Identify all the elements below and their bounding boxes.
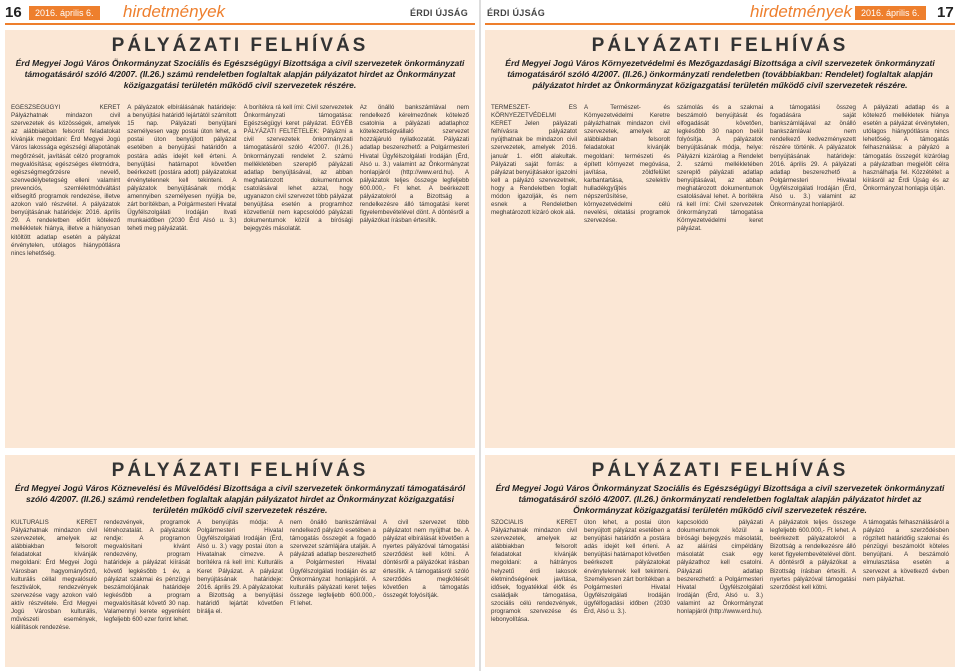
ad-environment [485, 30, 955, 448]
header-rule [485, 23, 955, 25]
ad-column: KULTURÁLIS KERET Pályázhatnak mindazon civil szervezetek, amelyek az alábbiakban felsorolt feladatokat kívánják megoldani: Érd Megyei Jogú Városban hagyományőrző, kulturális céllal megvalósuló fesztiválok, rendezvények szervezése vagy azokon való aktív részvétele. Érd Megyei Jogú Városban kulturális, művészeti események, kiállítások rendezése. [11, 519, 97, 632]
ad-title: PÁLYÁZATI FELHÍVÁS [111, 35, 369, 56]
ad-title: PÁLYÁZATI FELHÍVÁS [111, 460, 369, 481]
ad-social [485, 455, 955, 667]
page-number: 17 [937, 4, 954, 21]
ad-columns [491, 519, 949, 663]
ad-title: PÁLYÁZATI FELHÍVÁS [591, 460, 849, 481]
ad-column: kapcsolódó pályázati dokumentumok közül a bírósági bejegyzés másolatát, az aláírási címpéldány másolatát csak egy pályázathoz kell csatolni. Pályázati adatlap beszerezhető: a Polgármesteri Hivatal Ügyfélszolgálati Irodáján (Érd, Alsó u. 3.) valamint az Önkormányzat honlapjáról (http://www.erd.hu). [677, 519, 763, 616]
page-number: 16 [5, 4, 22, 21]
ad-column: Az önálló bankszámlával nem rendelkező kérelmezőnek kötelező csatolnia a pályázati adatlaphoz kötelezettségvállaló szervezet hozzájáruló nyilatkozatát. Pályázati adatlap beszerezhető: a Polgármesteri Hivatal Ügyfélszolgálati Irodáján (Érd, Alsó u. 3.) valamint az Önkormányzat honlapjáról (http://www.erd.hu). A pályázatok teljes összege legfeljebb 600.000,- Ft lehet. A beérkezett pályázatokról a Bizottság a rendelkezésre álló támogatási keret figyelembevételével dönt. A döntésről a pályázókat írásban értesítik. [359, 104, 469, 225]
ad-column: A borítékra rá kell írni: Civil szervezetek Önkormányzati támogatása: Egészségügyi keret pályázat. EGYÉB PÁLYÁZATI FELTÉTELEK: Pályázni a civil szervezetek önkormányzati támogatásáról szóló 4/2007. (II.26.) önkormányzati rendelet 2. számú mellékletében szereplő pályázati adatlap benyújtásával, az abban meghatározott dokumentumok csatolásával lehet azzal, hogy ugyanazon civil szervezet több pályázat benyújtása esetén a programhoz közvetlenül nem kapcsolódó pályázati dokumentumok közül a bírósági bejegyzés másolatát. [243, 104, 353, 233]
ad-subtitle: Érd Megyei Jogú Város Köznevelési és Művelődési Bizottsága a civil szervezetek önkormányzati támogatásáról szóló 4/2007. (II.26.) számú rendeletben foglaltak alapján pályázatot hirdet az Önkormányzat közigazgatási területén működő civil szervezetek részére. [14, 483, 466, 515]
right-page [480, 0, 960, 671]
ad-column: a támogatási összeg fogadására saját bankszámlájával az önálló bankszámlával nem rendelkező kedvezményezett részére történik. A pályázatok benyújtásának határideje: 2016. április 29. A pályázati adatlap beszerezhető a Polgármesteri Hivatal Ügyfélszolgálati Irodáján (Érd, Alsó u. 3.) valamint az Önkormányzat honlapjáról. [770, 104, 856, 209]
ad-columns [11, 519, 469, 663]
ad-columns [491, 104, 949, 444]
ad-subtitle: Érd Megyei Jogú Város Önkormányzat Szociális és Egészségügyi Bizottsága a civil szervezetek önkormányzati támogatásáról szóló 4/2007. (II.26.) számú rendeletben foglaltak alapján pályázatot hirdet az Önkormányzat közigazgatási területén működő civil szervezetek részére. [15, 58, 465, 90]
ad-title: PÁLYÁZATI FELHÍVÁS [591, 35, 849, 56]
ad-column: A pályázatok teljes összege legfeljebb 600.000,- Ft lehet. A beérkezett pályázatokról a Bizottság a rendelkezésre álló keret figyelembevételével dönt. A döntésről a pályázókat a Bizottság írásban értesíti. A nyertes pályázóval támogatási szerződést kell kötni. [770, 519, 856, 591]
ad-column: TERMÉSZET- ÉS KÖRNYEZETVÉDELMI KERET Jelen pályázati felhívásra pályázatot nyújthatnak be mindazon civil szervezetek, amelyek 2016. január 1. előtt alakultak. Pályázati saját forrás: a pályázat benyújtásakor igazolni kell a pályázó szervezetnek, hogy a Rendeletben foglalt módon igazolják, és nem esnek a Rendeletben meghatározott kizáró okok alá. [491, 104, 577, 217]
ad-column: A támogatás felhasználásáról a pályázó a szerződésben rögzített határidőig szakmai és pénzügyi beszámolót köteles benyújtani. A beszámoló elmulasztása esetén a szervezet a következő évben nem pályázhat. [863, 519, 949, 583]
ad-column: A Természet- és Környezetvédelmi Keretre pályázhatnak mindazon civil szervezetek, amelyek az alábbiakban felsorolt feladatokat kívánják megoldani: természeti és épített környezet megóvása, javítása, zöldfelület karbantartása, szelektív hulladékgyűjtés népszerűsítése, környezetvédelmi célú nevelési, oktatási programok szervezése. [584, 104, 670, 225]
issue-date: 2016. április 6. [29, 6, 100, 20]
ad-column: nem önálló bankszámlával rendelkező pályázó esetében a támogatás összegét a fogadó szervezet számlájára utalják. A pályázati adatlap beszerezhető a Polgármesteri Hivatal Ügyfélszolgálati Irodáján és az Önkormányzat honlapjáról. A kulturális pályázati keret teljes összege legfeljebb 600.000,- Ft lehet. [290, 519, 376, 607]
ad-health [5, 30, 475, 448]
ad-subtitle: Érd Megyei Jogú Város Környezetvédelmi és Mezőgazdasági Bizottsága a civil szervezetek önkormányzati támogatásáról szóló 4/2007. (II.26.) önkormányzati rendeletben (továbbiakban: Rendelet) foglaltak alapján pályázatot hirdet az Önkormányzat közigazgatási területén működő civil szervezetek részére. [505, 58, 935, 90]
left-page-header [5, 2, 475, 24]
header-rule [5, 23, 475, 25]
ad-subtitle: Érd Megyei Jogú Város Önkormányzat Szociális és Egészségügyi Bizottsága a civil szervezetek önkormányzati támogatásáról szóló 4/2007. (II.26.) önkormányzati rendeletben foglaltak alapján pályázatot hirdet az Önkormányzat közigazgatási területén működő civil szervezetek részére. [495, 483, 945, 515]
right-page-header [485, 2, 955, 24]
ad-column: A civil szervezet több pályázatot nem nyújthat be. A pályázat elbírálását követően a nyertes pályázóval támogatási szerződést kell kötni. A döntésről a pályázókat írásban értesítik. A támogatásról szóló szerződés megkötését követően a támogatás összegét folyósítják. [383, 519, 469, 599]
ad-culture [5, 455, 475, 667]
ad-column: SZOCIÁLIS KERET Pályázhatnak mindazon civil szervezetek, amelyek az alábbiakban felsorolt feladatokat kívánják megoldani: a hátrányos helyzetű érdi lakosok életminőségének javítása, idősek, fogyatékkal élők és családjaik támogatása, szociális célú rendezvények, programok szervezése és lebonyolítása. [491, 519, 577, 624]
ad-column: A pályázati adatlap és a kötelező mellékletek hiánya esetén a pályázat érvénytelen, utólagos hiánypótlásra nincs lehetőség. A támogatás felhasználása: a pályázó a támogatás összegét kizárólag a pályázatban megjelölt célra használhatja fel. Közzététel: a kiírásról az Érdi Újság és az Önkormányzat honlapja útján. [863, 104, 949, 192]
ad-column: A benyújtás módja: A Polgármesteri Hivatal Ügyfélszolgálati Irodáján (Érd, Alsó u. 3.) vagy postai úton a Hivatalnak címezve. A borítékra rá kell írni: Kulturális Keret Pályázat. A pályázat benyújtásának határideje: 2016. április 29. A pályázatokat a Bizottság a benyújtási határidő lejártát követően bírálja el. [197, 519, 283, 616]
ad-column: A pályázatok elbírálásának határideje: a benyújtási határidő lejártától számított 15 nap. Pályázati benyújtani személyesen vagy postai úton lehet, a postai úton benyújtott pályázat esetében a benyújtási határidőn a postára adás idejét kell érteni. A benyújtási határnapot követően beérkezett (postára adott) pályázatokat érvénytelennek kell tekinteni. A pályázatok benyújtásának módja: amennyiben személyesen nyújtja be, zárt borítékban, a Polgármesteri Hivatal Ügyfélszolgálati Irodáján ítvati munkaidőben (2030 Érd Alsó u. 3.) teheti meg pályázatát. [127, 104, 237, 233]
ad-column: úton lehet, a postai úton benyújtott pályázat esetében a benyújtási határidőn a postára adás idejét kell érteni. A benyújtási határnapot követően beérkezett pályázatokat érvénytelennek kell tekinteni. Személyesen zárt borítékban a Polgármesteri Hivatal Ügyfélszolgálati Irodáján ügyfélfogadási időben (2030 Érd, Alsó u. 3.). [584, 519, 670, 616]
newspaper-name: ÉRDI ÚJSÁG [487, 8, 546, 18]
ad-columns [11, 104, 469, 444]
section-title: hirdetmények [123, 2, 226, 21]
ad-column: rendezvények, programok létrehozatalát. A pályázatok rendje: A programon megvalósítani kívánt rendezvény, program határideje a pályázat kiírását követő legkésőbb 1 év, a pályázat szakmai és pénzügyi beszámolójának határideje legkésőbb a program megvalósítását követő 30 nap. Valamennyi kerete egyenként legfeljebb 600 ezer forint lehet. [104, 519, 190, 624]
ad-column: EGÉSZSÉGÜGYI KERET Pályázhatnak mindazon civil szervezetek és közösségek, amelyek az alábbiakban felsorolt feladatokat kívánják megoldani: Érd Megyei Jogú Város lakossága egészségi állapotának megőrzését, javítását célzó programok megvalósítása; egészséges életmódra, egészségmegőrzésre nevelő, szenvedélybetegség elleni valamint prevenciós, szemléletmódváltást elősegítő programok rendezése, illetve azokon való részvétel. A pályázatok benyújtásának határideje: 2016. április 29. A rendeletben előírt kötelező mellékletek hiánya, illetve a hiányosan kitöltött adatlap esetén a pályázat érvénytelen, utólagos hiánypótlásra nincs lehetőség. [11, 104, 121, 257]
ad-column: számolás és a szakmai beszámoló benyújtását és elfogadását követően, legkésőbb 30 napon belül folyósítja. A pályázatok benyújtásának módja, helye: Pályázni kizárólag a Rendelet 2. számú mellékletében szereplő pályázati adatlap benyújtásával, az abban meghatározott dokumentumok csatolásával lehet. A borítékra rá kell írni: Civil szervezetek önkormányzati támogatása Környezetvédelmi keret pályázat. [677, 104, 763, 233]
newspaper-name: ÉRDI ÚJSÁG [410, 8, 469, 18]
issue-date: 2016. április 6. [855, 6, 926, 20]
section-title: hirdetmények [750, 2, 853, 21]
